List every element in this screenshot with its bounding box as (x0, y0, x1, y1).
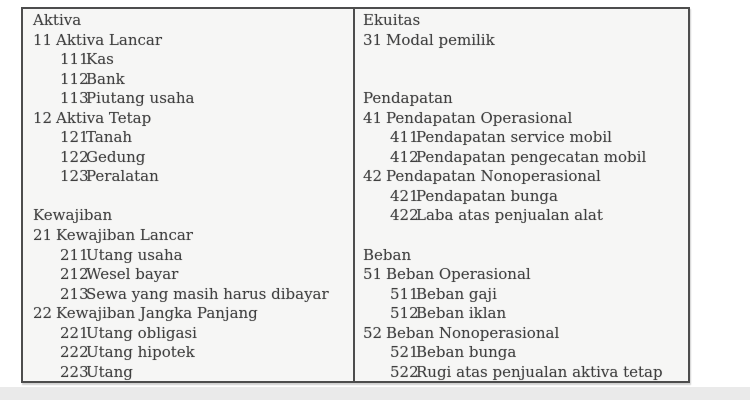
account-code: 22 (33, 304, 53, 323)
account-row (33, 11, 349, 31)
account-row (363, 148, 684, 168)
account-name: Beban gaji (416, 284, 497, 303)
account-name: Peralatan (86, 167, 159, 186)
account-name: Modal pemilik (386, 30, 495, 49)
account-name: Beban bunga (416, 343, 517, 362)
account-name: Rugi atas penjualan aktiva tetap (416, 362, 663, 381)
account-row (33, 265, 349, 285)
account-code: 422 (390, 206, 419, 225)
account-code: 21 (33, 226, 53, 245)
account-row (363, 246, 684, 266)
account-name: Beban Nonoperasional (386, 323, 560, 342)
background-strip (0, 387, 750, 400)
account-row (363, 128, 684, 148)
account-code: 12 (33, 108, 53, 127)
account-group-heading: Ekuitas (363, 11, 421, 29)
account-row (33, 148, 349, 168)
account-name: Beban iklan (416, 304, 507, 323)
account-name: Piutang usaha (86, 89, 195, 108)
account-group-heading: Pendapatan (363, 89, 453, 108)
account-group-heading: Aktiva (33, 11, 82, 29)
account-name: Pendapatan pengecatan mobil (416, 147, 647, 166)
account-row (363, 31, 684, 51)
account-code: 111 (60, 50, 89, 69)
account-code: 121 (60, 128, 89, 147)
account-name: Wesel bayar (86, 265, 179, 284)
account-name: Pendapatan Operasional (386, 108, 573, 127)
account-code: 112 (60, 69, 89, 88)
account-code: 412 (390, 147, 419, 166)
account-row (33, 226, 349, 246)
account-name: Tanah (86, 128, 133, 147)
account-row (33, 304, 349, 324)
account-row (363, 206, 684, 226)
account-name: Beban Operasional (386, 265, 531, 284)
account-row (363, 363, 684, 381)
account-code: 212 (60, 265, 89, 284)
account-code: 213 (60, 284, 89, 303)
account-row (33, 324, 349, 344)
account-row (33, 70, 349, 90)
account-code: 41 (363, 108, 383, 127)
account-row (363, 167, 684, 187)
account-row (363, 187, 684, 207)
account-name: Gedung (86, 147, 146, 166)
account-code: 511 (390, 284, 419, 303)
account-name: Kewajiban Jangka Panjang (56, 304, 258, 323)
account-row (33, 31, 349, 51)
account-code: 221 (60, 323, 89, 342)
account-name: Bank (86, 69, 125, 88)
empty-row (363, 50, 684, 70)
account-row (363, 324, 684, 344)
account-name: Pendapatan bunga (416, 186, 558, 205)
accounts-column-right (355, 9, 688, 381)
account-row (33, 343, 349, 363)
account-code: 31 (363, 30, 383, 49)
account-row (363, 304, 684, 324)
account-code: 122 (60, 147, 89, 166)
account-row (363, 343, 684, 363)
account-row (33, 246, 349, 266)
account-name: Utang (86, 362, 133, 381)
account-row (33, 109, 349, 129)
account-code: 521 (390, 343, 419, 362)
account-group-heading: Beban (363, 245, 412, 264)
account-row (33, 89, 349, 109)
account-name: Pendapatan Nonoperasional (386, 167, 601, 186)
account-code: 522 (390, 362, 419, 381)
account-name: Sewa yang masih harus dibayar (86, 284, 329, 303)
account-code: 11 (33, 30, 53, 49)
account-row (363, 285, 684, 305)
account-code: 123 (60, 167, 89, 186)
account-row (33, 167, 349, 187)
account-name: Aktiva Lancar (56, 30, 163, 49)
account-code: 51 (363, 265, 383, 284)
account-name: Kewajiban Lancar (56, 226, 193, 245)
account-code: 411 (390, 128, 419, 147)
account-row (363, 89, 684, 109)
account-row (33, 206, 349, 226)
account-name: Kas (86, 50, 114, 69)
account-code: 113 (60, 89, 89, 108)
chart-of-accounts-table (21, 7, 690, 383)
account-name: Utang hipotek (86, 343, 195, 362)
empty-row (33, 187, 349, 207)
account-code: 52 (363, 323, 383, 342)
account-code: 421 (390, 186, 419, 205)
account-name: Utang obligasi (86, 323, 197, 342)
account-name: Aktiva Tetap (56, 108, 152, 127)
account-group-heading: Kewajiban (33, 206, 113, 225)
account-name: Pendapatan service mobil (416, 128, 612, 147)
account-code: 211 (60, 245, 89, 264)
account-code: 512 (390, 304, 419, 323)
account-code: 223 (60, 362, 89, 381)
account-row (33, 363, 349, 381)
empty-row (363, 226, 684, 246)
account-name: Utang usaha (86, 245, 183, 264)
account-row (33, 285, 349, 305)
account-row (33, 50, 349, 70)
account-name: Laba atas penjualan alat (416, 206, 603, 225)
account-row (363, 109, 684, 129)
account-code: 222 (60, 343, 89, 362)
accounts-column-left (23, 9, 355, 381)
account-row (363, 265, 684, 285)
account-row (33, 128, 349, 148)
empty-row (363, 70, 684, 90)
account-code: 42 (363, 167, 383, 186)
account-row (363, 11, 684, 31)
